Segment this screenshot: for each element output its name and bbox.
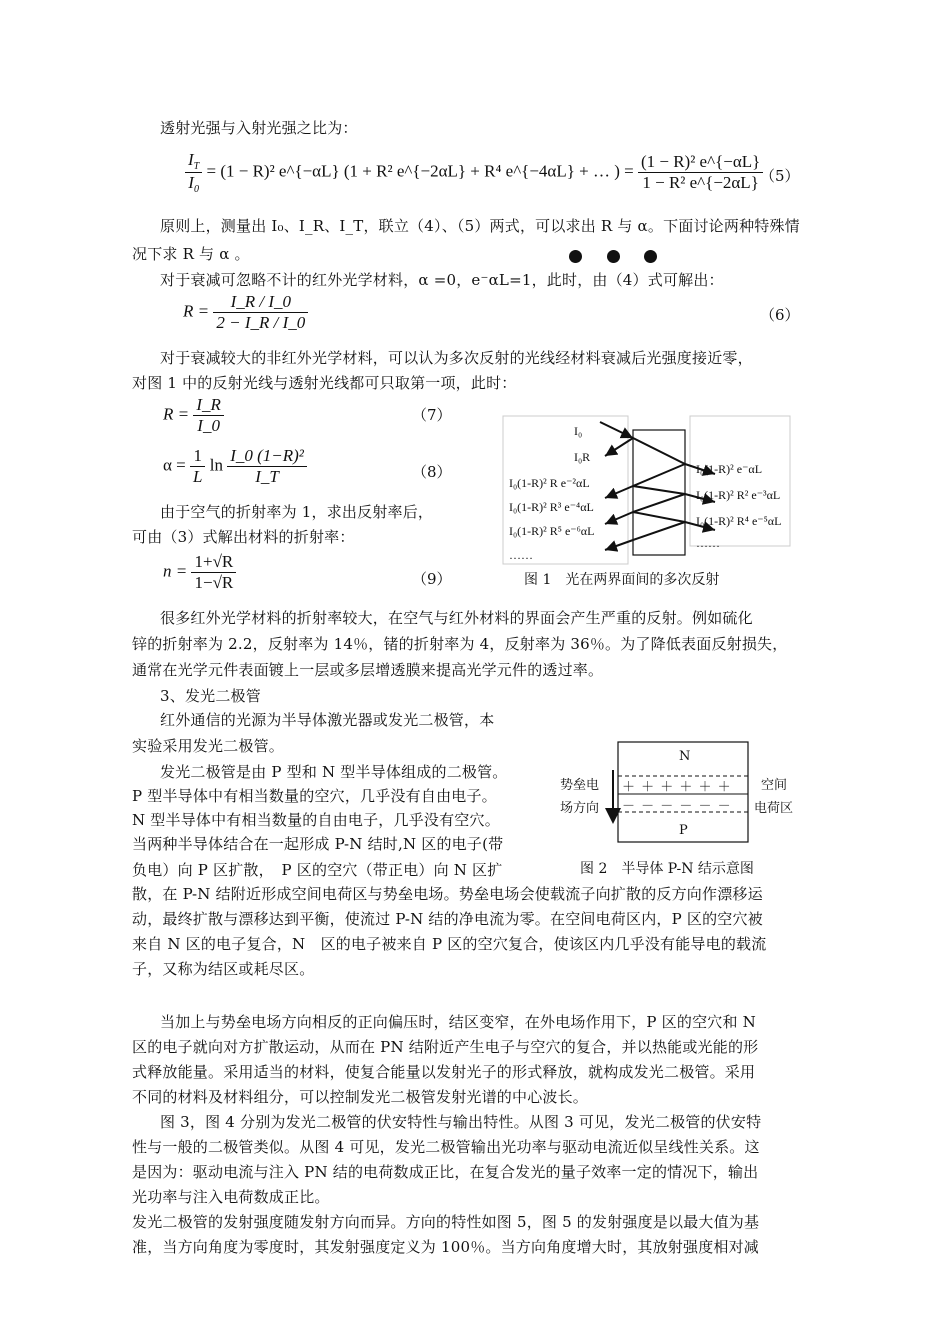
eq6-fraction: $\frac{I\_R / I\_0}{2 - I\_R / I\_0}$ (213, 292, 308, 333)
figure-2-caption: 图 2 半导体 P-N 结示意图 (580, 861, 754, 877)
para9-line1: 图 3，图 4 分别为发光二极管的伏安特性与输出特性。从图 3 可见，发光二极管的伏安特 (160, 1113, 762, 1131)
para3-line1: 对于衰减较大的非红外光学材料，可以认为多次反射的光线经材料衰减后光强度接近零， (160, 349, 753, 367)
para7-line8: 来自 N 区的电子复合，N 区的电子被来自 P 区的空穴复合，使该区内几乎没有能导电的载流 (132, 935, 767, 953)
para4-line1: 由于空气的折射率为 1，求出反射率后， (160, 503, 434, 521)
equation-8: α = $\frac{1}{L}$ ln $\frac{\text{I\_0 (1−R)²}}{I\_T}$ (163, 446, 307, 487)
fig2-plus-row: ＋ ＋ ＋ ＋ ＋ ＋ (622, 780, 732, 795)
para7-line5: 负电）向 P 区扩散， P 区的空穴（带正电）向 N 区扩 (132, 861, 503, 879)
dot-marker-3 (644, 250, 657, 263)
equation-9-number: （9） (412, 570, 452, 588)
para9-line3: 是因为：驱动电流与注入 PN 结的电荷数成正比，在复合发光的量子效率一定的情况下，输出 (132, 1163, 759, 1181)
figure-1-caption: 图 1 光在两界面间的多次反射 (524, 572, 720, 588)
para2-text: 对于衰减可忽略不计的红外光学材料，α =0，e⁻αL=1，此时，由（4）式可解出： (160, 271, 724, 289)
para9-line2: 性与一般的二极管类似。从图 4 可见，发光二极管输出光功率与驱动电流近似呈线性关系。这 (132, 1138, 760, 1156)
para6-line1: 红外通信的光源为半导体激光器或发光二极管，本 (160, 711, 495, 729)
figure-2 (558, 740, 803, 850)
section-3-heading: 3、发光二极管 (160, 687, 261, 705)
eq5-body: = (1 − R)² e^{−αL} (1 + R² e^{−2αL} + R⁴ e^{−4αL} + … ) = (206, 161, 634, 181)
para1-line2: 况下求 R 与 α 。 (132, 245, 250, 263)
para7-line4: 当两种半导体结合在一起形成 P-N 结时,N 区的电子(带 (132, 835, 504, 853)
fig2-n-label: N (679, 749, 691, 764)
fig1-label-right-1: I₀(1-R)² R² e⁻³αL (696, 488, 781, 502)
equation-7-number: （7） (412, 406, 452, 424)
eq8-coef-fraction: $\frac{1}{L}$ (190, 446, 205, 487)
fig1-label-left-1: I₀R (574, 450, 591, 464)
equation-6-number: （6） (760, 306, 800, 324)
para10-line1: 发光二极管的发射强度随发射方向而异。方向的特性如图 5，图 5 的发射强度是以最大值为基 (132, 1213, 760, 1231)
fig1-label-right-2: I₀(1-R)² R⁴ e⁻⁵αL (696, 514, 782, 528)
para7-line6: 散，在 P-N 结附近形成空间电荷区与势垒电场。势垒电场会使载流子向扩散的反方向作漂移运 (132, 885, 763, 903)
equation-8-number: （8） (412, 463, 452, 481)
fig1-label-right-0: I₀(1-R)² e⁻αL (696, 462, 763, 476)
para7-line7: 动，最终扩散与漂移达到平衡，使流过 P-N 结的净电流为零。在空间电荷区内，P 区的空穴被 (132, 910, 763, 928)
eq9-fraction: $\frac{1+√R}{1-√R}$ (191, 552, 236, 593)
fig2-left-label-1: 势垒电 (560, 778, 600, 793)
para4-line2: 可由（3）式解出材料的折射率： (132, 528, 355, 546)
fig2-minus-row: － － － － － － (622, 799, 732, 814)
para8-line2: 区的电子就向对方扩散运动，从而在 PN 结附近产生电子与空穴的复合，并以热能或光能的形 (132, 1038, 759, 1056)
equation-6: R = $\frac{I\_R / I\_0}{2 - I\_R / I\_0}$ (183, 292, 308, 333)
fig1-label-left-0: I₀ (574, 424, 583, 438)
fig1-label-left-5: …… (509, 548, 533, 562)
para5-line1: 很多红外光学材料的折射率较大，在空气与红外材料的界面会产生严重的反射。例如硫化 (160, 609, 753, 627)
fig1-label-right-3: …… (696, 536, 720, 550)
equation-7: R = $\frac{I\_R}{I\_0}$ (163, 395, 224, 436)
fig2-p-label: P (679, 823, 688, 838)
fig1-label-left-3: I₀(1-R)² R³ e⁻⁴αL (509, 500, 594, 514)
para7-line2: P 型半导体中有相当数量的空穴，几乎没有自由电子。 (132, 787, 497, 805)
para8-line1: 当加上与势垒电场方向相反的正向偏压时，结区变窄，在外电场作用下，P 区的空穴和 N (160, 1013, 756, 1031)
para5-line2: 锌的折射率为 2.2，反射率为 14％，锗的折射率为 4，反射率为 36％。为了降低表面反射损失， (132, 635, 788, 653)
fig1-label-left-4: I₀(1-R)² R⁵ e⁻⁶αL (509, 524, 595, 538)
fig1-rays (600, 422, 715, 550)
para7-line1: 发光二极管是由 P 型和 N 型半导体组成的二极管。 (160, 763, 508, 781)
equation-5-number: （5） (760, 167, 800, 185)
dot-marker-2 (607, 250, 620, 263)
para6-line2: 实验采用发光二极管。 (132, 737, 285, 755)
eq8-main-fraction: $\frac{\text{I\_0 (1−R)²}}{I\_T}$ (227, 446, 307, 487)
eq5-lhs-fraction: $\frac{I_T}{I_0}$ (185, 150, 202, 195)
eq5-rhs-fraction: $\frac{\text{(1 − R)² e\textasciicircum{}\{−αL\}}}{\text{1 − R² e\textasciicircum{}\{−2αL\}}}$ (638, 152, 763, 193)
eq7-fraction: $\frac{I\_R}{I\_0}$ (193, 395, 224, 436)
equation-5 (185, 150, 763, 195)
para7-line9: 子，又称为结区或耗尽区。 (132, 960, 315, 978)
para5-line3: 通常在光学元件表面镀上一层或多层增透膜来提高光学元件的透过率。 (132, 661, 604, 679)
fig2-right-label-2: 电荷区 (754, 801, 794, 816)
para8-line3: 式释放能量。采用适当的材料，使复合能量以发射光子的形式释放，就构成发光二极管。采用 (132, 1063, 756, 1081)
fig1-label-left-2: I₀(1-R)² R e⁻²αL (509, 476, 590, 490)
para1-line1: 原则上，测量出 I₀、I_R、I_T，联立（4）、（5）两式，可以求出 R 与 α。下面讨论两种特殊情 (160, 217, 800, 235)
figure-1 (500, 414, 795, 566)
fig2-left-label-2: 场方向 (560, 801, 600, 816)
para9-line4: 光功率与注入电荷数成正比。 (132, 1188, 330, 1206)
equation-9: n = $\frac{1+√R}{1-√R}$ (163, 552, 236, 593)
para10-line2: 准，当方向角度为零度时，其发射强度定义为 100％。当方向角度增大时，其放射强度相对减 (132, 1238, 760, 1256)
para8-line4: 不同的材料及材料组分，可以控制发光二极管发射光谱的中心波长。 (132, 1088, 589, 1106)
fig2-right-label-1: 空间 (761, 778, 788, 793)
intro-text: 透射光强与入射光强之比为： (160, 119, 358, 137)
dot-marker-1 (569, 250, 582, 263)
para7-line3: N 型半导体中有相当数量的自由电子，几乎没有空穴。 (132, 811, 500, 829)
para3-line2: 对图 1 中的反射光线与透射光线都可只取第一项，此时： (132, 374, 517, 392)
